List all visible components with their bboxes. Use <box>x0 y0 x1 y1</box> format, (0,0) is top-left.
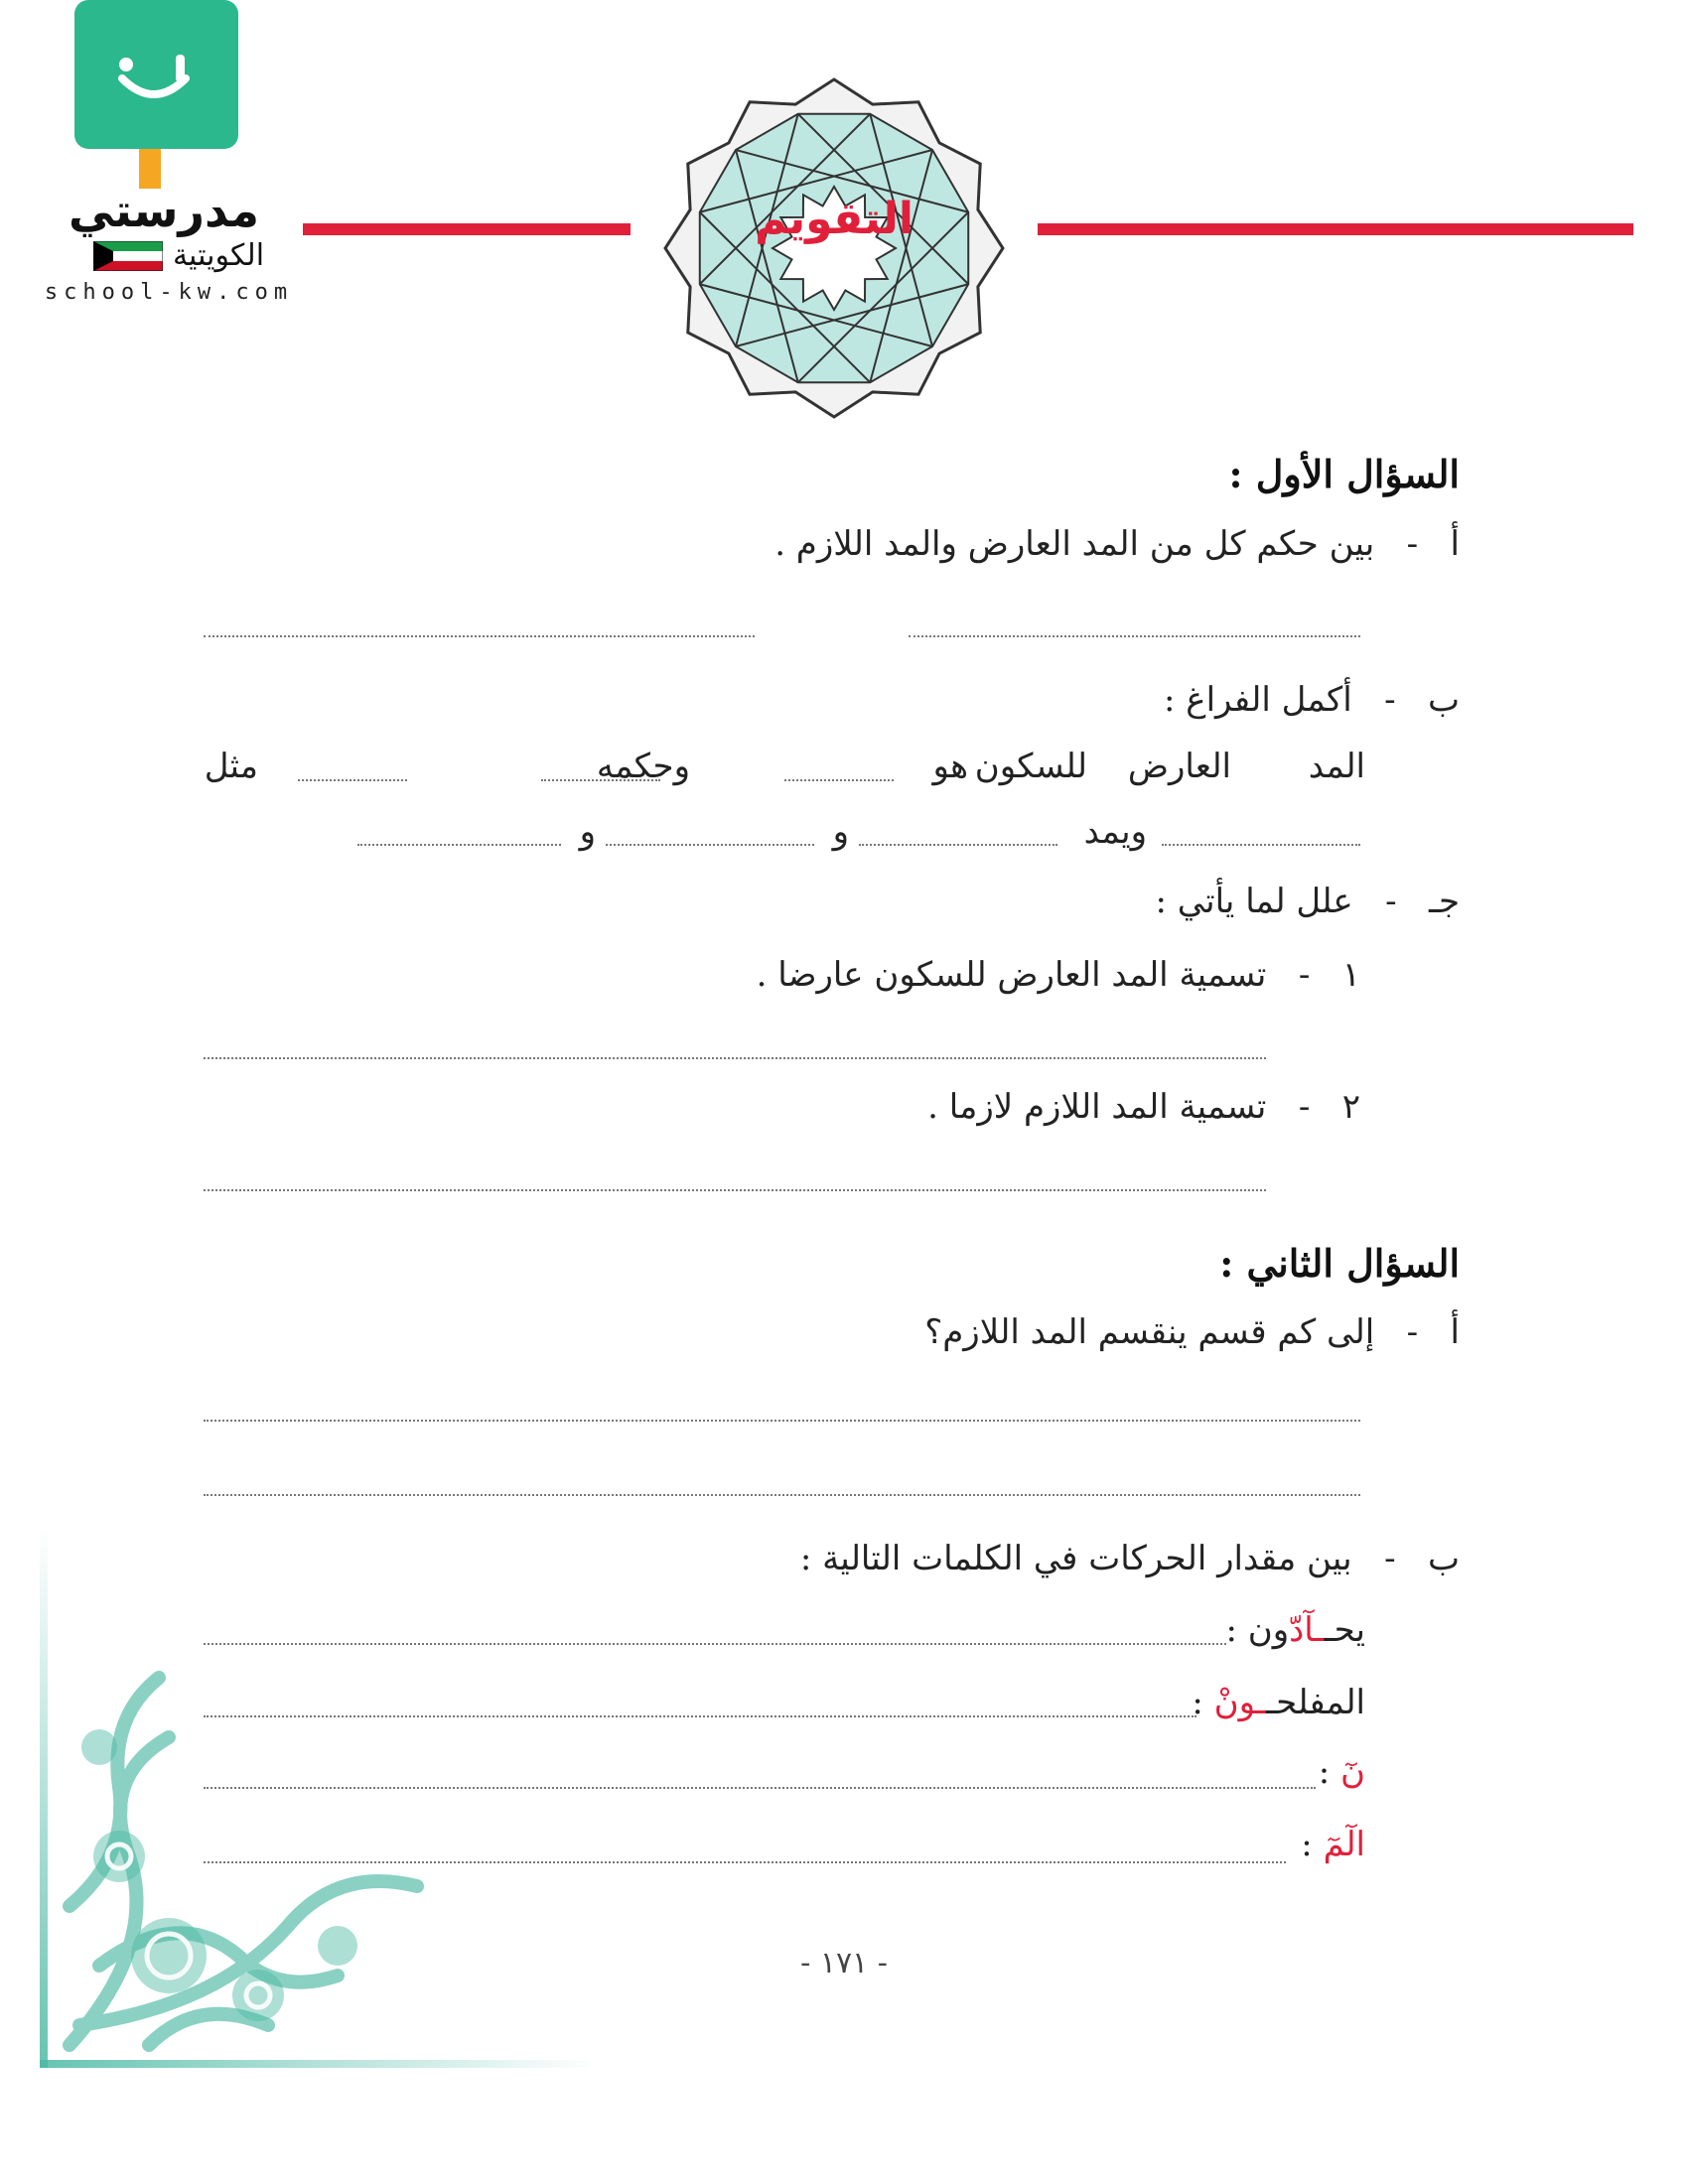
dash: - <box>1385 524 1440 564</box>
answer-line[interactable] <box>204 1189 1266 1191</box>
q1-c-item <box>927 1087 1360 1127</box>
fill-blank[interactable] <box>357 844 561 846</box>
word-item <box>1192 1683 1365 1722</box>
word-part: ون : <box>1225 1610 1290 1650</box>
word-part: : <box>1301 1825 1324 1864</box>
answer-line[interactable] <box>909 635 1360 637</box>
item-text: تسمية المد العارض للسكون عارضا . <box>756 955 1267 995</box>
answer-line[interactable] <box>204 1057 1266 1059</box>
fill-word: و <box>579 812 596 852</box>
section-title: التقويم <box>755 194 914 244</box>
q1-title: السؤال الأول : <box>1228 452 1460 496</box>
rosette-ornament-icon <box>645 74 1023 422</box>
dash: - <box>1363 882 1419 921</box>
logo-subtitle-row <box>70 238 288 273</box>
dash: - <box>1277 955 1332 995</box>
word-highlight: ـونْ <box>1213 1683 1267 1722</box>
fill-word: العارض <box>1127 747 1231 786</box>
word-part: : <box>1192 1683 1214 1722</box>
fill-blank[interactable] <box>1162 844 1360 846</box>
answer-line[interactable] <box>204 635 755 637</box>
fill-word: ويمد <box>1083 812 1147 852</box>
word-part: : <box>1318 1752 1341 1792</box>
item-text: تسمية المد اللازم لازما . <box>927 1087 1267 1127</box>
fill-word: للسكون <box>974 747 1087 786</box>
word-part: المفلحـ <box>1266 1683 1365 1722</box>
dash: - <box>1362 680 1418 720</box>
word-highlight: ـآدّ <box>1289 1610 1325 1650</box>
corner-ornament-icon <box>40 1529 596 2085</box>
q1-b-text: أكمل الفراغ : <box>1164 680 1352 720</box>
q2-b-text: بين مقدار الحركات في الكلمات التالية : <box>799 1539 1352 1578</box>
q2-a <box>924 1312 1460 1352</box>
fill-blank[interactable] <box>298 779 407 781</box>
q2-a-letter: أ <box>1450 1312 1460 1352</box>
fill-blank[interactable] <box>859 844 1057 846</box>
smile-icon <box>114 55 194 104</box>
q1-a-text: بين حكم كل من المد العارض والمد اللازم . <box>774 524 1375 564</box>
answer-line[interactable] <box>204 1494 1360 1496</box>
q1-c <box>1156 882 1461 921</box>
q2-b-letter: ب <box>1427 1539 1460 1578</box>
word-highlight: نٓ <box>1340 1752 1365 1792</box>
q1-b <box>1164 680 1460 720</box>
q1-c-text: علل لما يأتي : <box>1155 882 1353 921</box>
q1-a-letter: أ <box>1450 524 1460 564</box>
item-number: ٢ <box>1341 1087 1360 1127</box>
logo-bookmark-icon <box>139 149 161 189</box>
fill-word: و <box>832 812 849 852</box>
header-line-left <box>303 223 631 235</box>
q1-c-letter: جـ <box>1429 882 1460 921</box>
q2-b <box>800 1539 1460 1578</box>
logo-subtitle: الكويتية <box>172 238 265 273</box>
q1-a <box>774 524 1460 564</box>
word-item <box>1301 1825 1365 1864</box>
school-logo <box>20 0 318 308</box>
item-number: ١ <box>1341 955 1360 995</box>
word-item <box>1226 1610 1366 1650</box>
fill-blank[interactable] <box>606 844 814 846</box>
dash: - <box>1362 1539 1418 1578</box>
word-item <box>1319 1752 1365 1792</box>
fill-word: المد <box>1308 747 1365 786</box>
logo-name: مدرستي <box>68 184 260 237</box>
header-line-right <box>1038 223 1633 235</box>
fill-word: مثل <box>204 747 258 786</box>
logo-url: school-kw.com <box>44 280 294 305</box>
word-highlight: الٓمٓ <box>1323 1825 1365 1864</box>
fill-blank[interactable] <box>784 779 894 781</box>
answer-line[interactable] <box>204 1420 1360 1422</box>
page-number: - ١٧١ - <box>800 1946 888 1980</box>
fill-blank[interactable] <box>541 779 660 781</box>
fill-word: وحكمه <box>596 747 690 786</box>
q1-c-item <box>757 955 1360 995</box>
q1-b-letter: ب <box>1427 680 1460 720</box>
fill-word: هو <box>932 747 968 786</box>
word-part: يحـ <box>1324 1610 1365 1650</box>
q2-a-text: إلى كم قسم ينقسم المد اللازم؟ <box>924 1312 1375 1352</box>
kuwait-flag-icon <box>93 241 163 271</box>
dash: - <box>1385 1312 1440 1352</box>
q2-title: السؤال الثاني : <box>1219 1241 1460 1286</box>
dash: - <box>1277 1087 1332 1127</box>
